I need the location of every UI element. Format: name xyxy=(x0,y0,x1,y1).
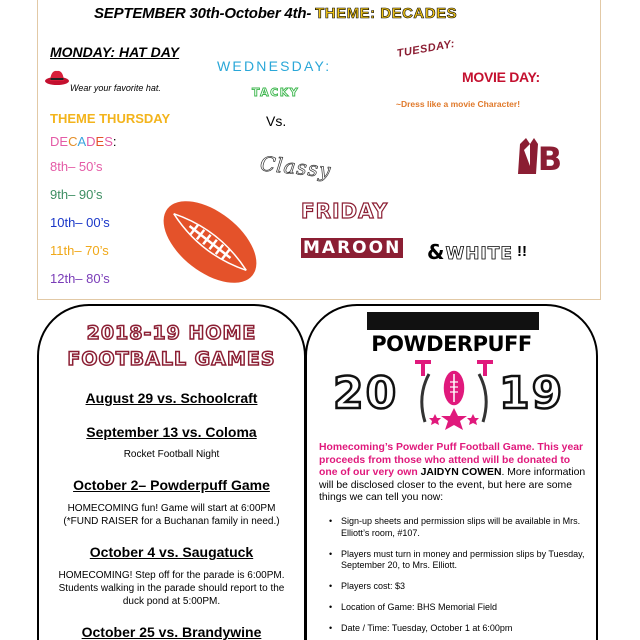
red-hat-icon xyxy=(44,68,70,86)
grade-decade-line: 11th– 70’s xyxy=(50,243,109,258)
game-item-note: HOMECOMING! Step off for the parade is 6:00PM. Students walking in the parade should report to the duck pond at 5:00PM. xyxy=(58,570,285,607)
grade-decade-line: 12th– 80’s xyxy=(50,271,110,286)
powderpuff-title: POWDERPUFF xyxy=(371,332,532,356)
decades-letter: D xyxy=(50,134,60,149)
list-item: • Date / Time: Tuesday, October 1 at 6:00pm xyxy=(329,623,585,635)
football-icon xyxy=(154,196,266,288)
decades-letter: : xyxy=(112,134,117,149)
games-title-line1: 2018-19 HOME xyxy=(86,322,257,344)
powderpuff-intro-rest: . More information will be disclosed closer to the event, but here are some things we can tell you now: xyxy=(319,467,586,504)
movie-day-label: MOVIE DAY: xyxy=(462,69,540,85)
powderpuff-football-emblem-icon xyxy=(409,356,499,438)
monday-title: MONDAY: HAT DAY xyxy=(50,44,180,60)
grade-decade-line: 8th– 50’s xyxy=(50,159,103,174)
monday-subtitle: Wear your favorite hat. xyxy=(70,83,161,93)
heading-dates: SEPTEMBER 30th-October 4th- xyxy=(94,5,312,22)
list-item: • Players must turn in money and permission slips by Tuesday, September 20, to Mrs. Elliott. xyxy=(329,549,585,572)
list-item: • Sign-up sheets and permission slips will be available in Mrs. Elliott’s room, #107. xyxy=(329,516,585,539)
list-item: • Players cost: $3 xyxy=(329,581,585,593)
powderpuff-year-left: 20 xyxy=(333,368,399,419)
bucks-b-logo-icon xyxy=(516,136,570,176)
friday-maroon: MAROON xyxy=(303,238,402,258)
movie-day-subtitle: ~Dress like a movie Character! xyxy=(396,99,521,109)
game-item-name: October 4 vs. Saugatuck xyxy=(89,544,254,560)
games-title-line2: FOOTBALL GAMES xyxy=(67,348,276,370)
powderpuff-info-list xyxy=(329,516,585,640)
logo-letter: B xyxy=(537,140,563,176)
game-item-name: September 13 vs. Coloma xyxy=(86,424,257,440)
wednesday-classy: Classy xyxy=(258,151,333,183)
game-item-note: Rocket Football Night xyxy=(123,449,220,460)
powderpuff-year-right: 19 xyxy=(499,368,565,419)
game-item-name: August 29 vs. Schoolcraft xyxy=(85,390,258,406)
decades-letter: C xyxy=(68,134,78,149)
list-item: • Location of Game: BHS Memorial Field xyxy=(329,602,585,614)
friday-exclaim: !! xyxy=(517,243,527,260)
game-item-name: October 2– Powderpuff Game xyxy=(73,477,270,493)
decades-letter: D xyxy=(86,134,96,149)
friday-ampersand: & xyxy=(427,240,446,264)
friday-title: FRIDAY xyxy=(301,199,389,223)
decades-label xyxy=(50,134,116,149)
tuesday-title: TUESDAY: xyxy=(395,37,456,60)
heading-theme: THEME: DECADES xyxy=(315,5,458,22)
decades-letter: E xyxy=(59,134,69,149)
grade-decade-line: 9th– 90’s xyxy=(50,187,103,202)
friday-white xyxy=(427,240,513,264)
powderpuff-honoree: JAIDYN COWEN xyxy=(420,467,502,479)
wednesday-title: WEDNESDAY: xyxy=(217,58,332,74)
powderpuff-top-bar xyxy=(367,312,539,330)
wednesday-tacky: TACKY xyxy=(252,86,300,99)
home-games-panel xyxy=(37,304,306,640)
decades-letter: A xyxy=(77,134,87,149)
friday-white-word: WHITE xyxy=(445,244,513,264)
decades-letter: S xyxy=(104,134,113,149)
wednesday-vs: Vs. xyxy=(266,113,287,129)
thursday-title: THEME THURSDAY xyxy=(50,111,171,126)
decades-letter: E xyxy=(95,134,105,149)
game-item-note: HOMECOMING fun! Game will start at 6:00PM (*FUND RAISER for a Buchanan family in need.) xyxy=(63,503,280,527)
grade-decade-line: 10th– 00’s xyxy=(50,215,110,230)
powderpuff-intro-highlight: Homecoming’s Powder Puff Football Game. This year proceeds from those who attend will be donated to one of our very own xyxy=(319,442,584,479)
game-item-name: October 25 vs. Brandywine xyxy=(81,624,262,640)
powderpuff-intro xyxy=(319,442,587,505)
spirit-week-heading xyxy=(94,5,457,22)
powderpuff-panel xyxy=(305,304,598,640)
